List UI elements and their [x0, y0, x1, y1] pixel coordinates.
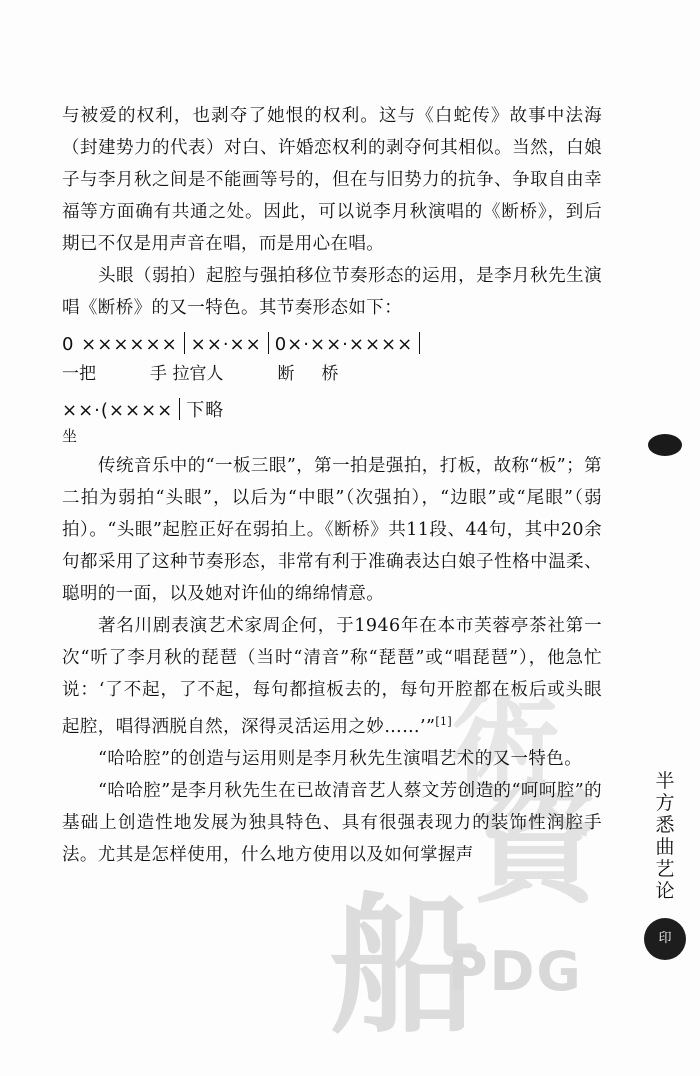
- notation-segment-3: 0×·××·××××: [274, 334, 414, 355]
- side-vertical-title: 半方悉曲艺论: [655, 770, 675, 902]
- notation-segment-1: 0 ××××××: [62, 334, 178, 355]
- notation-line-1: [62, 330, 602, 360]
- notation-barline: [179, 398, 180, 420]
- watermark-character-left: 船: [330, 878, 487, 1054]
- body-text-column: [62, 100, 602, 871]
- notation-tail-label: 下略: [186, 400, 225, 421]
- notation-segment-2: ××·××: [190, 334, 262, 355]
- paragraph-4: [62, 610, 602, 743]
- notation-line-2: [62, 396, 602, 426]
- watermark-character-right: 資: [470, 767, 607, 920]
- side-ornament-dot: [648, 434, 682, 456]
- notation-barline: [419, 332, 420, 354]
- notation-mark-below: 坐: [62, 427, 78, 445]
- notation-lyrics-1: 一把 手 拉官人 断 桥: [62, 364, 339, 384]
- watermark-character-top: 術: [450, 683, 566, 812]
- paragraph-6: “哈哈腔”是李月秋先生在已故清音艺人蔡文芳创造的“呵呵腔”的基础上创造性地发展为独具特色、具有很强表现力的装饰性润腔手法。尤其是怎样使用，什么地方使用以及如何掌握声: [62, 780, 602, 865]
- notation-barline: [184, 332, 185, 354]
- paragraph-3: 传统音乐中的“一板三眼”，第一拍是强拍，打板，故称“板”；第二拍为弱拍“头眼”，以后为“中眼”（次强拍），“边眼”或“尾眼”（弱拍）。“头眼”起腔正好在弱拍上。《断桥》共11段、44句，其中20余句都采用了这种节奏形态，非常有利于准确表达白娘子性格中温柔、聪明的一面，以及她对许仙的绵绵情意。: [62, 456, 602, 604]
- notation-barline: [268, 332, 269, 354]
- watermark-pdg: PDG: [448, 940, 583, 1003]
- paragraph-1: 与被爱的权利，也剥夺了她恨的权利。这与《白蛇传》故事中法海（封建势力的代表）对白、许婚恋权利的剥夺何其相似。当然，白娘子与李月秋之间是不能画等号的，但在与旧势力的抗争、争取自由幸福等方面确有共通之处。因此，可以说李月秋演唱的《断桥》，到后期已不仅是用声音在唱，而是用心在唱。: [62, 106, 602, 254]
- paragraph-4-text: 著名川剧表演艺术家周企何，于1946年在本市芙蓉亭茶社第一次“听了李月秋的琵琶（当时“清音”称“琵琶”或“唱琵琶”），他急忙说：‘了不起，了不起，每句都揎板去的，每句开腔都在板后或头眼起腔，唱得洒脱自然，深得灵活运用之妙……’”: [62, 616, 602, 737]
- paragraph-5: “哈哈腔”的创造与运用则是李月秋先生演唱艺术的又一特色。: [98, 748, 583, 769]
- paragraph-2: 头眼（弱拍）起腔与强拍移位节奏形态的运用，是李月秋先生演唱《断桥》的又一特色。其节奏形态如下：: [62, 266, 602, 318]
- music-notation-block: [62, 330, 602, 446]
- side-seal-icon: 印: [644, 918, 686, 960]
- notation-segment-4: ××·(××××: [62, 400, 174, 421]
- footnote-marker: [1]: [435, 715, 453, 728]
